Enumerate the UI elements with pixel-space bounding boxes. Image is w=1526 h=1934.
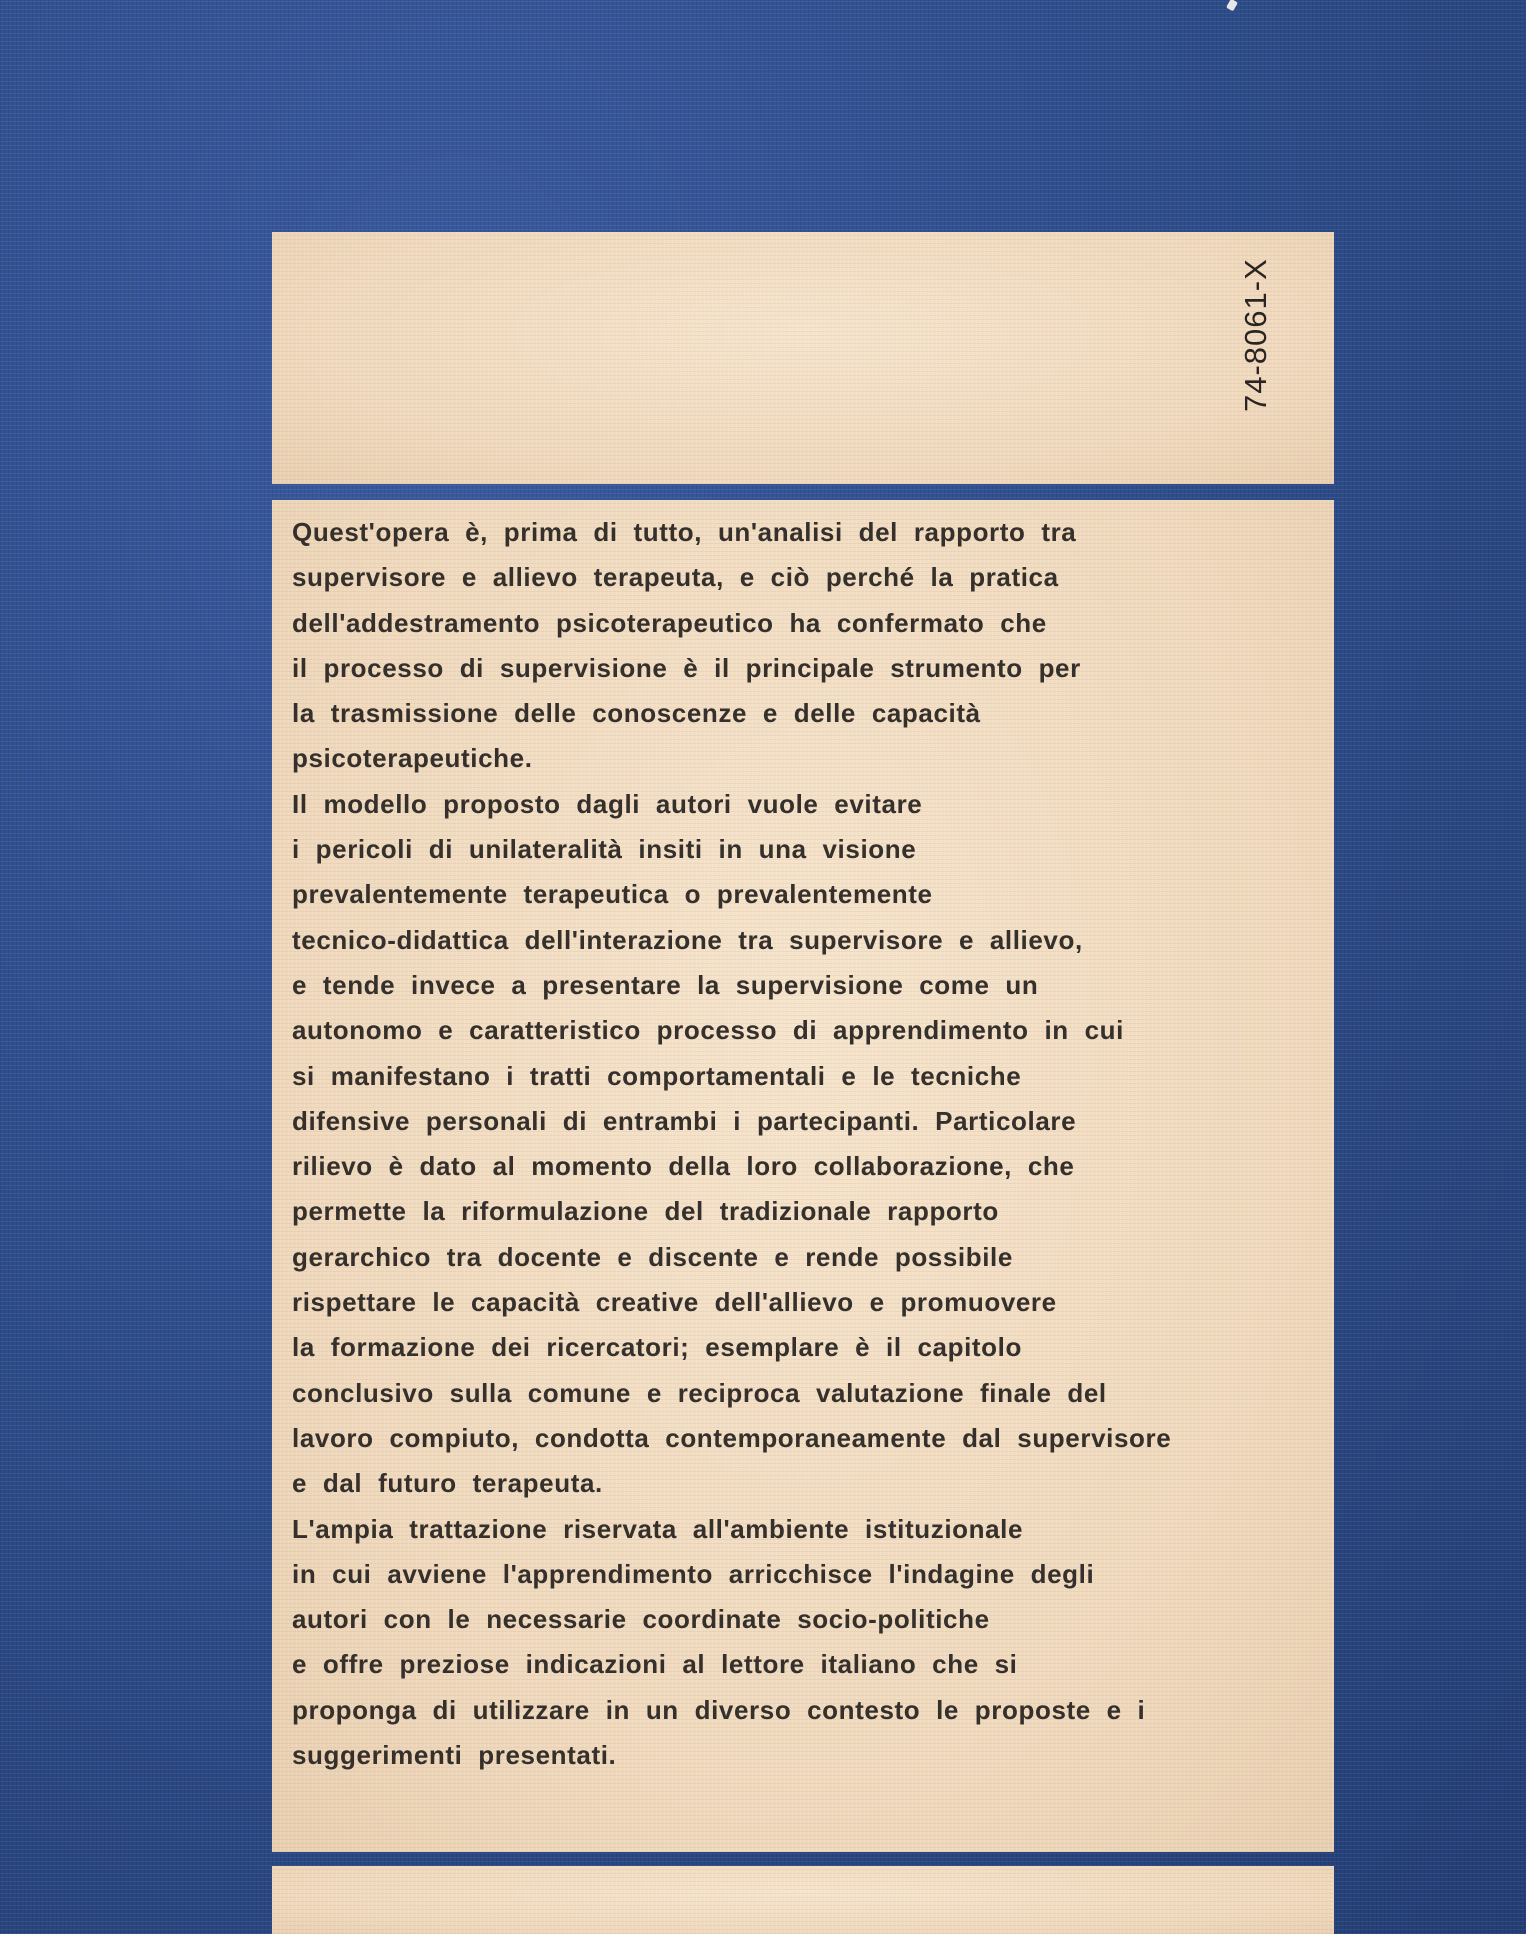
top-label-panel xyxy=(272,232,1334,484)
blurb-line: autori con le necessarie coordinate socio-politiche xyxy=(292,1604,990,1635)
blurb-line: rispettare le capacità creative dell'allievo e promuovere xyxy=(292,1287,1057,1318)
blurb-line: suggerimenti presentati. xyxy=(292,1740,617,1771)
blurb-line: e offre preziose indicazioni al lettore italiano che si xyxy=(292,1649,1018,1680)
blurb-line: proponga di utilizzare in un diverso contesto le proposte e i xyxy=(292,1694,1146,1725)
blurb-line: conclusivo sulla comune e reciproca valutazione finale del xyxy=(292,1377,1107,1408)
cover-speck xyxy=(1226,0,1238,11)
blurb-line: L'ampia trattazione riservata all'ambiente istituzionale xyxy=(292,1513,1024,1544)
back-cover-blurb xyxy=(292,510,1292,1778)
blurb-line: gerarchico tra docente e discente e rende possibile xyxy=(292,1241,1013,1272)
blurb-line: tecnico-didattica dell'interazione tra supervisore e allievo, xyxy=(292,924,1083,955)
blurb-line: i pericoli di unilateralità insiti in una visione xyxy=(292,834,917,865)
blurb-line: autonomo e caratteristico processo di apprendimento in cui xyxy=(292,1015,1124,1046)
blurb-line: la formazione dei ricercatori; esemplare è il capitolo xyxy=(292,1332,1022,1363)
blurb-line: si manifestano i tratti comportamentali e le tecniche xyxy=(292,1060,1022,1091)
bottom-label-panel xyxy=(272,1866,1334,1934)
blurb-line: la trasmissione delle conoscenze e delle capacità xyxy=(292,698,981,729)
blurb-line: e tende invece a presentare la supervisione come un xyxy=(292,969,1039,1000)
blurb-line: in cui avviene l'apprendimento arricchisce l'indagine degli xyxy=(292,1558,1095,1589)
blurb-line: dell'addestramento psicoterapeutico ha confermato che xyxy=(292,607,1047,638)
blurb-line: psicoterapeutiche. xyxy=(292,743,533,774)
blurb-line: lavoro compiuto, condotta contemporaneamente dal supervisore xyxy=(292,1422,1172,1453)
blurb-line: Il modello proposto dagli autori vuole evitare xyxy=(292,788,923,819)
blurb-line: difensive personali di entrambi i partecipanti. Particolare xyxy=(292,1105,1077,1136)
isbn-code: 74-8061-X xyxy=(1238,258,1273,412)
blurb-line: prevalentemente terapeutica o prevalentemente xyxy=(292,879,933,910)
blurb-line: rilievo è dato al momento della loro collaborazione, che xyxy=(292,1151,1075,1182)
blurb-line: e dal futuro terapeuta. xyxy=(292,1468,603,1499)
blurb-line: Quest'opera è, prima di tutto, un'analisi del rapporto tra xyxy=(292,517,1077,547)
blurb-line: permette la riformulazione del tradizionale rapporto xyxy=(292,1196,999,1227)
blurb-line: supervisore e allievo terapeuta, e ciò perché la pratica xyxy=(292,562,1059,593)
blurb-line: il processo di supervisione è il principale strumento per xyxy=(292,652,1081,683)
